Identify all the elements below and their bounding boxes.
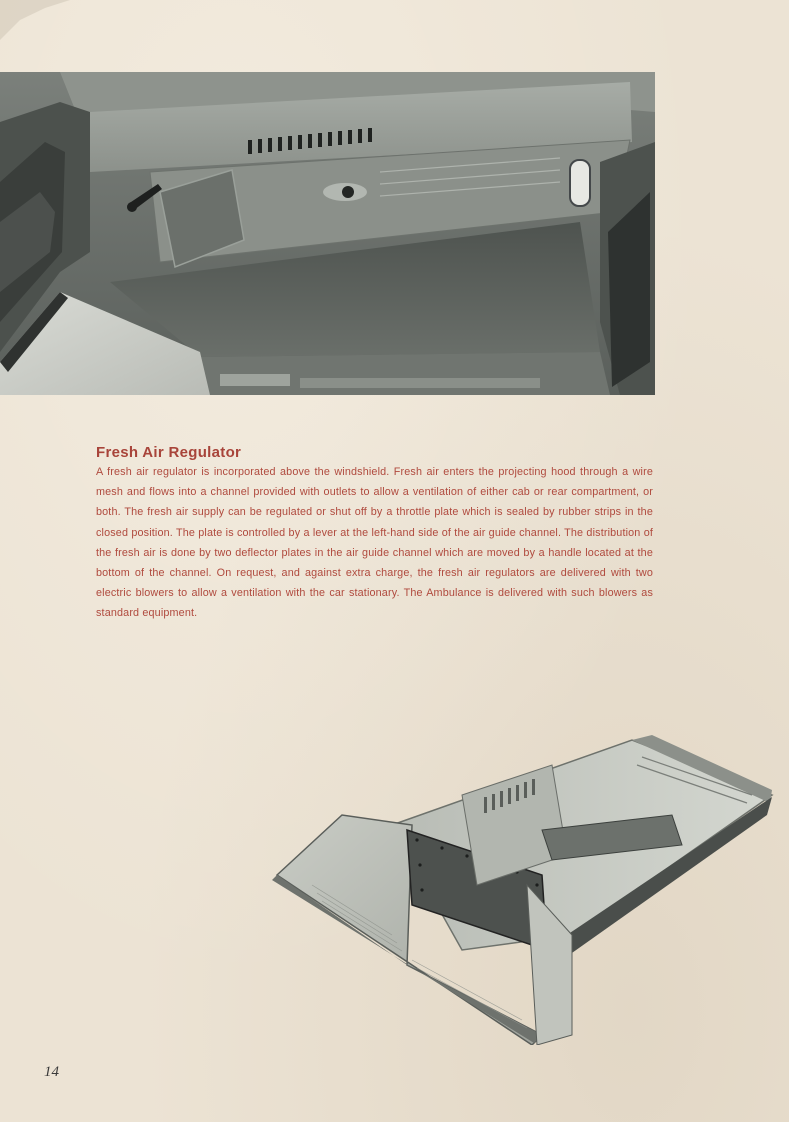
paper-smudge — [0, 0, 70, 70]
fresh-air-channel-photo — [0, 72, 655, 395]
section-body-text: A fresh air regulator is incorporated above the windshield. Fresh air enters the projecting hood through a wire mesh and flows into a channel provided with outlets to allow a ventilation of either cab or rear compartment, or both. The fresh air supply can be regulated or shut off by a throttle plate which is sealed by rubber strips in the closed position. The plate is controlled by a lever at the left-hand side of the air guide channel. The distribution of the fresh air is done by two deflector plates in the air guide channel which are moved by a handle located at the bottom of the channel. On request, and against extra charge, the fresh air regulators are delivered with two electric blowers to allow a ventilation with the car stationary. The Ambulance is delivered with such blowers as standard equipment. — [96, 466, 653, 620]
section-heading: Fresh Air Regulator — [96, 444, 242, 462]
page-number: 14 — [44, 1064, 59, 1080]
roof-panel-photo — [272, 735, 777, 1045]
